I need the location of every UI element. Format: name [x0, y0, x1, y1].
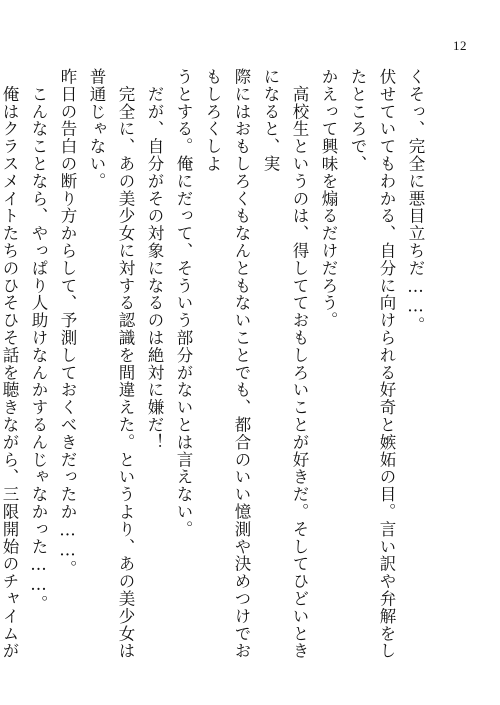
text-line: 昨日の告白の断り方からして、予測しておくべきだったか……。: [58, 68, 77, 578]
text-line: 際にはおもしろくもなんともないことでも、都合のいい憶測や決めつけでおもしろくしよ: [203, 68, 251, 660]
text-line: かえって興味を煽るだけだろう。: [319, 68, 338, 329]
text-line: だが、自分がその対象になるのは絶対に嫌だ！: [145, 68, 164, 451]
text-line: うとする。俺にだって、そういう部分がないとは言えない。: [174, 68, 193, 538]
text-line: 俺はクラスメイトたちのひそひそ話を聴きながら、三限開始のチャイムが: [0, 85, 19, 660]
text-line: 伏せていてもわかる、自分に向けられる好奇と嫉妬の目。言い訳や弁解をしたところで、: [348, 68, 396, 660]
page-number: 12: [453, 38, 467, 53]
text-line: くそっ、完全に悪目立ちだ……。: [406, 68, 425, 334]
text-line: 高校生というのは、得してておもしろいことが好きだ。そしてひどいときになると、実: [261, 68, 309, 660]
body-text: [0, 68, 430, 668]
text-line: 完全に、あの美少女に対する認識を間違えた。というより、あの美少女は普通じゃない。: [87, 68, 135, 660]
text-line: こんなことなら、やっぱり人助けなんかするんじゃなかった……。: [29, 68, 48, 613]
